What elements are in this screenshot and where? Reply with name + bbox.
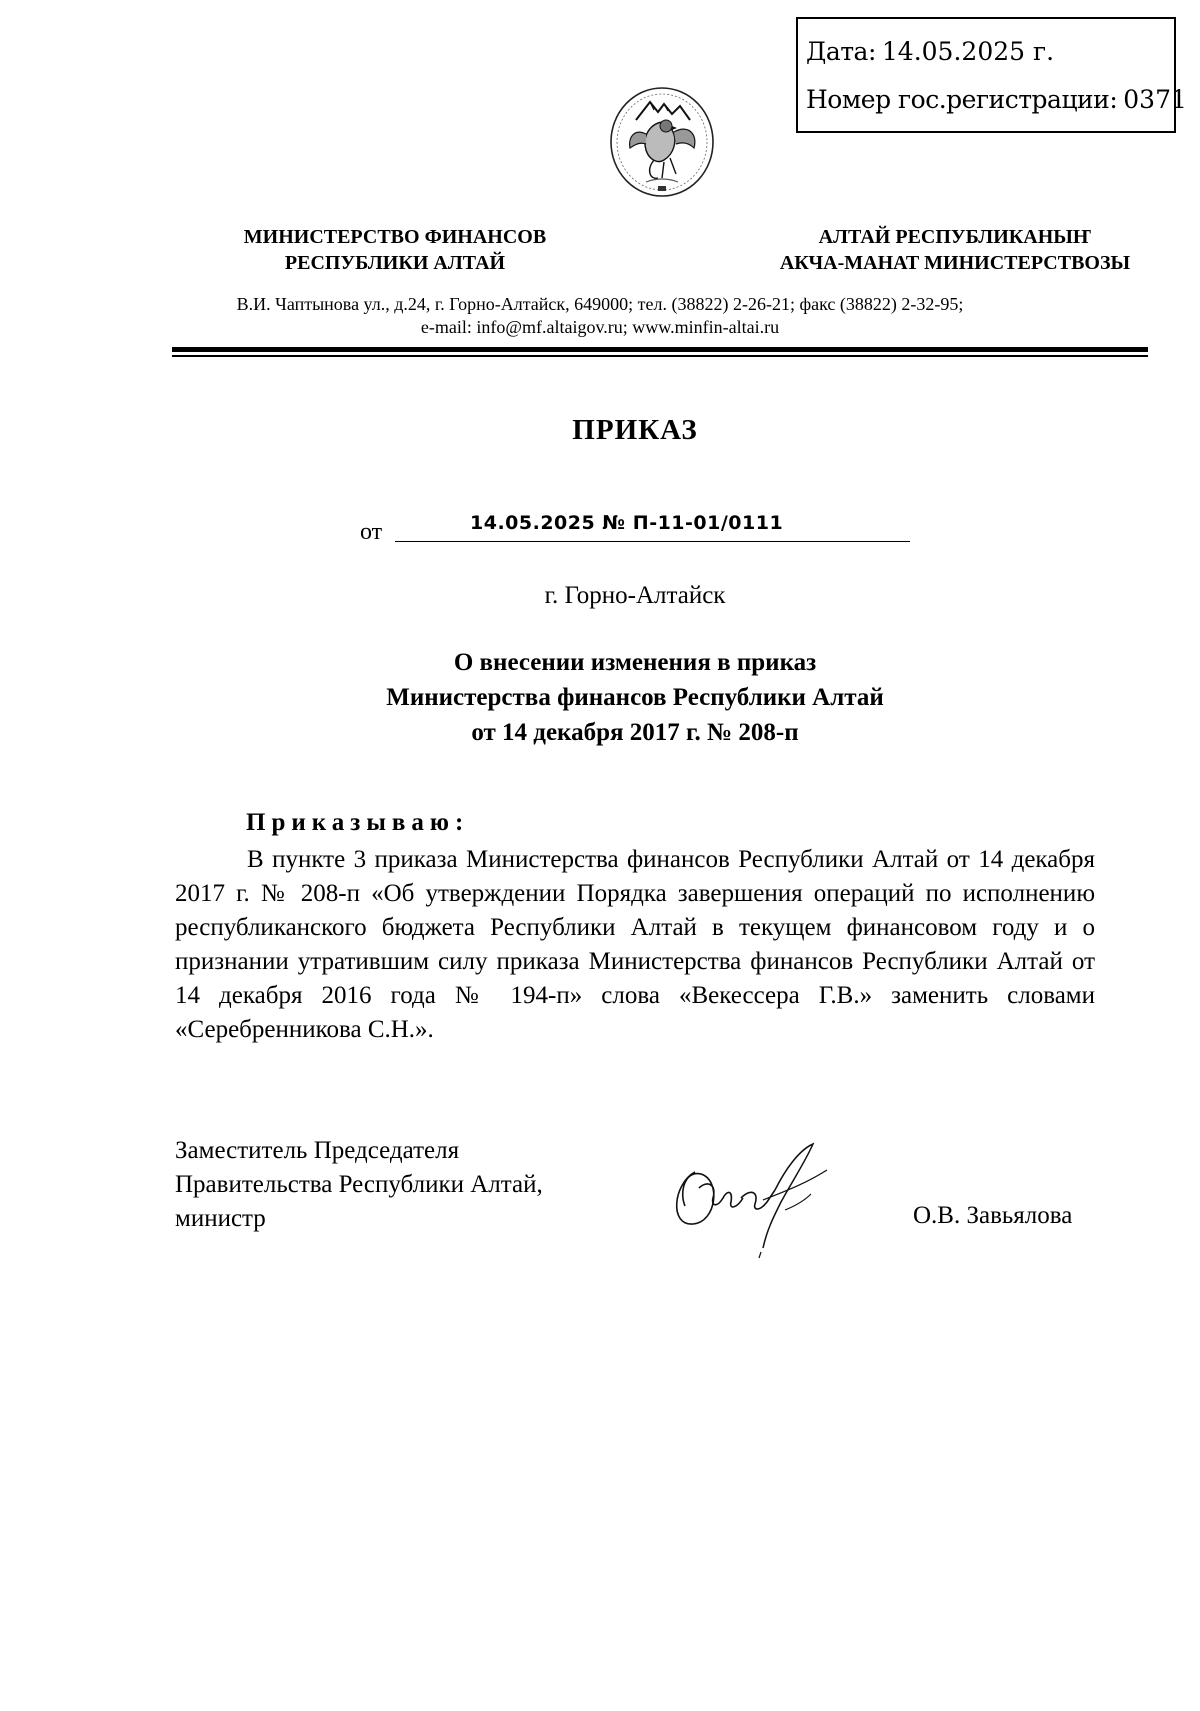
header-divider-thick [172,347,1148,352]
document-subject [0,645,1200,750]
ministry-name-russian [185,224,605,276]
handwritten-signature-icon [655,1140,845,1260]
subject-line1: О внесении изменения в приказ [453,649,817,676]
ministry-name-altai [700,224,1200,276]
document-city: г. Горно-Алтайск [544,582,726,609]
registration-stamp [796,17,1187,133]
contacts-address: В.И. Чаптынова ул., д.24, г. Горно-Алтайск, 649000; тел. (38822) 2-26-21; факс (38822) 2-32-95; [236,294,964,314]
signatory-position-line1: Заместитель Председателя [175,1137,460,1164]
subject-line2: Министерства финансов Республики Алтай [386,684,884,711]
signatory-name: О.В. Завьялова [913,1202,1073,1229]
signatory-position [175,1134,543,1236]
ministry-name-altai-line2: АКЧА-МАНАТ МИНИСТЕРСТВОЗЫ [779,252,1131,274]
document-date-number: 14.05.2025 № П-11-01/0111 [470,512,784,534]
registration-number-line [806,85,1187,114]
registration-date-value: 14.05.2025 г. [881,37,1055,66]
coat-of-arms-icon [606,80,718,200]
from-label: от [360,519,383,545]
ministry-name-altai-line1: АЛТАЙ РЕСПУБЛИКАНЫҤ [818,226,1092,248]
document-title: ПРИКАЗ [572,414,698,446]
date-number-underline [395,541,910,542]
document-body: В пункте 3 приказа Министерства финансов Республики Алтай от 14 декабря 2017 г. № 208-п «Об утверждении Порядка завершения операций по исполнению республиканского бюджета Республики Алтай в текущем финансовом году и о признании утратившим силу приказа Министерства финансов Республики Алтай от 14 декабря 2016 года № 194-п» слова «Векессера Г.В.» заменить словами «Серебренникова С.Н.». [175,846,1095,1043]
contacts-block [0,293,1200,339]
ministry-name-russian-line1: МИНИСТЕРСТВО ФИНАНСОВ [243,226,547,248]
registration-number-label: Номер гос.регистрации: [806,85,1118,114]
header-divider-thin [172,355,1148,357]
signatory-position-line2: Правительства Республики Алтай, [175,1171,543,1198]
order-verb: Приказываю: [246,809,470,836]
signatory-position-line3: министр [175,1205,266,1232]
registration-date-label: Дата: [806,37,876,66]
subject-line3: от 14 декабря 2017 г. № 208-п [471,719,799,746]
registration-date-line [806,37,1054,66]
contacts-web: e-mail: info@mf.altaigov.ru; www.minfin-altai.ru [420,317,780,337]
ministry-name-russian-line2: РЕСПУБЛИКИ АЛТАЙ [284,252,506,274]
registration-number-value: 0371 [1123,85,1187,114]
